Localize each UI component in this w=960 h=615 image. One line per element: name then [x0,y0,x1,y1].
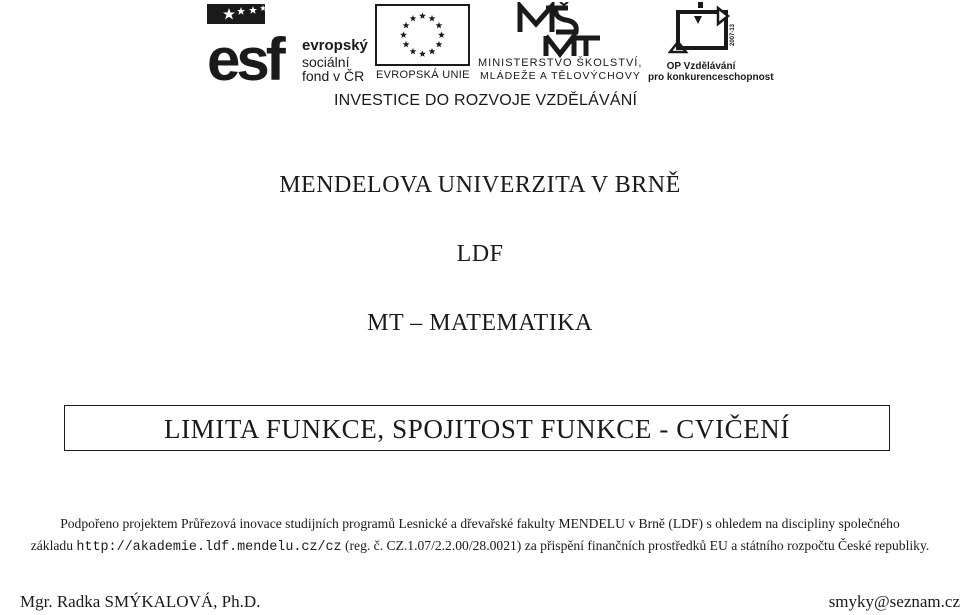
support-line-2 [0,538,960,555]
op-line-1: OP Vzdělávání [666,61,736,72]
eu-flag-icon [375,4,470,66]
msmt-line-1: MINISTERSTVO ŠKOLSTVÍ, [478,57,643,69]
faculty-name: LDF [456,241,504,267]
support-line-2-prefix: základu [30,538,73,553]
investice-slogan: INVESTICE DO ROZVOJE VZDĚLÁVÁNÍ [334,92,638,109]
eu-caption: EVROPSKÁ UNIE [376,69,470,81]
logo-bar [0,0,960,92]
msmt-logo [478,2,648,82]
msmt-line-2: MLÁDEŽE A TĚLOVÝCHOVY [480,70,641,82]
university-name: MENDELOVA UNIVERZITA V BRNĚ [279,172,681,198]
esf-logo [207,4,372,82]
esf-logo-mark [207,4,299,82]
esf-text-line-2: sociální [302,54,350,70]
author-email[interactable]: smyky@seznam.cz [828,592,960,611]
op-arrow-mark-icon [668,2,738,58]
document-title: LIMITA FUNKCE, SPOJITOST FUNKCE - CVIČENÍ [64,405,890,451]
op-logo [648,2,774,83]
esf-text-line-1: evropský [302,37,368,54]
support-line-2-suffix: (reg. č. CZ.1.07/2.2.00/28.0021) za přispění finančních prostředků EU a státního rozpočtu České republiky. [345,538,930,553]
op-line-2: pro konkurenceschopnost [648,72,774,83]
project-url-link[interactable]: http://akademie.ldf.mendelu.cz/cz [76,540,342,555]
author-name: Mgr. Radka SMÝKALOVÁ, Ph.D. [20,592,261,611]
course-name: MT – MATEMATIKA [367,310,593,336]
support-line-1: Podpořeno projektem Průřezová inovace studijních programů Lesnické a dřevařské fakulty MENDELU v Brně (LDF) s ohledem na discipliny společného [60,516,900,531]
esf-text-line-3: fond v ČR [302,68,365,84]
op-side-text: 2007-13 [730,23,736,46]
msmt-monogram-icon [516,2,606,58]
svg-text:esf: esf [207,26,282,82]
eu-logo [375,4,471,82]
